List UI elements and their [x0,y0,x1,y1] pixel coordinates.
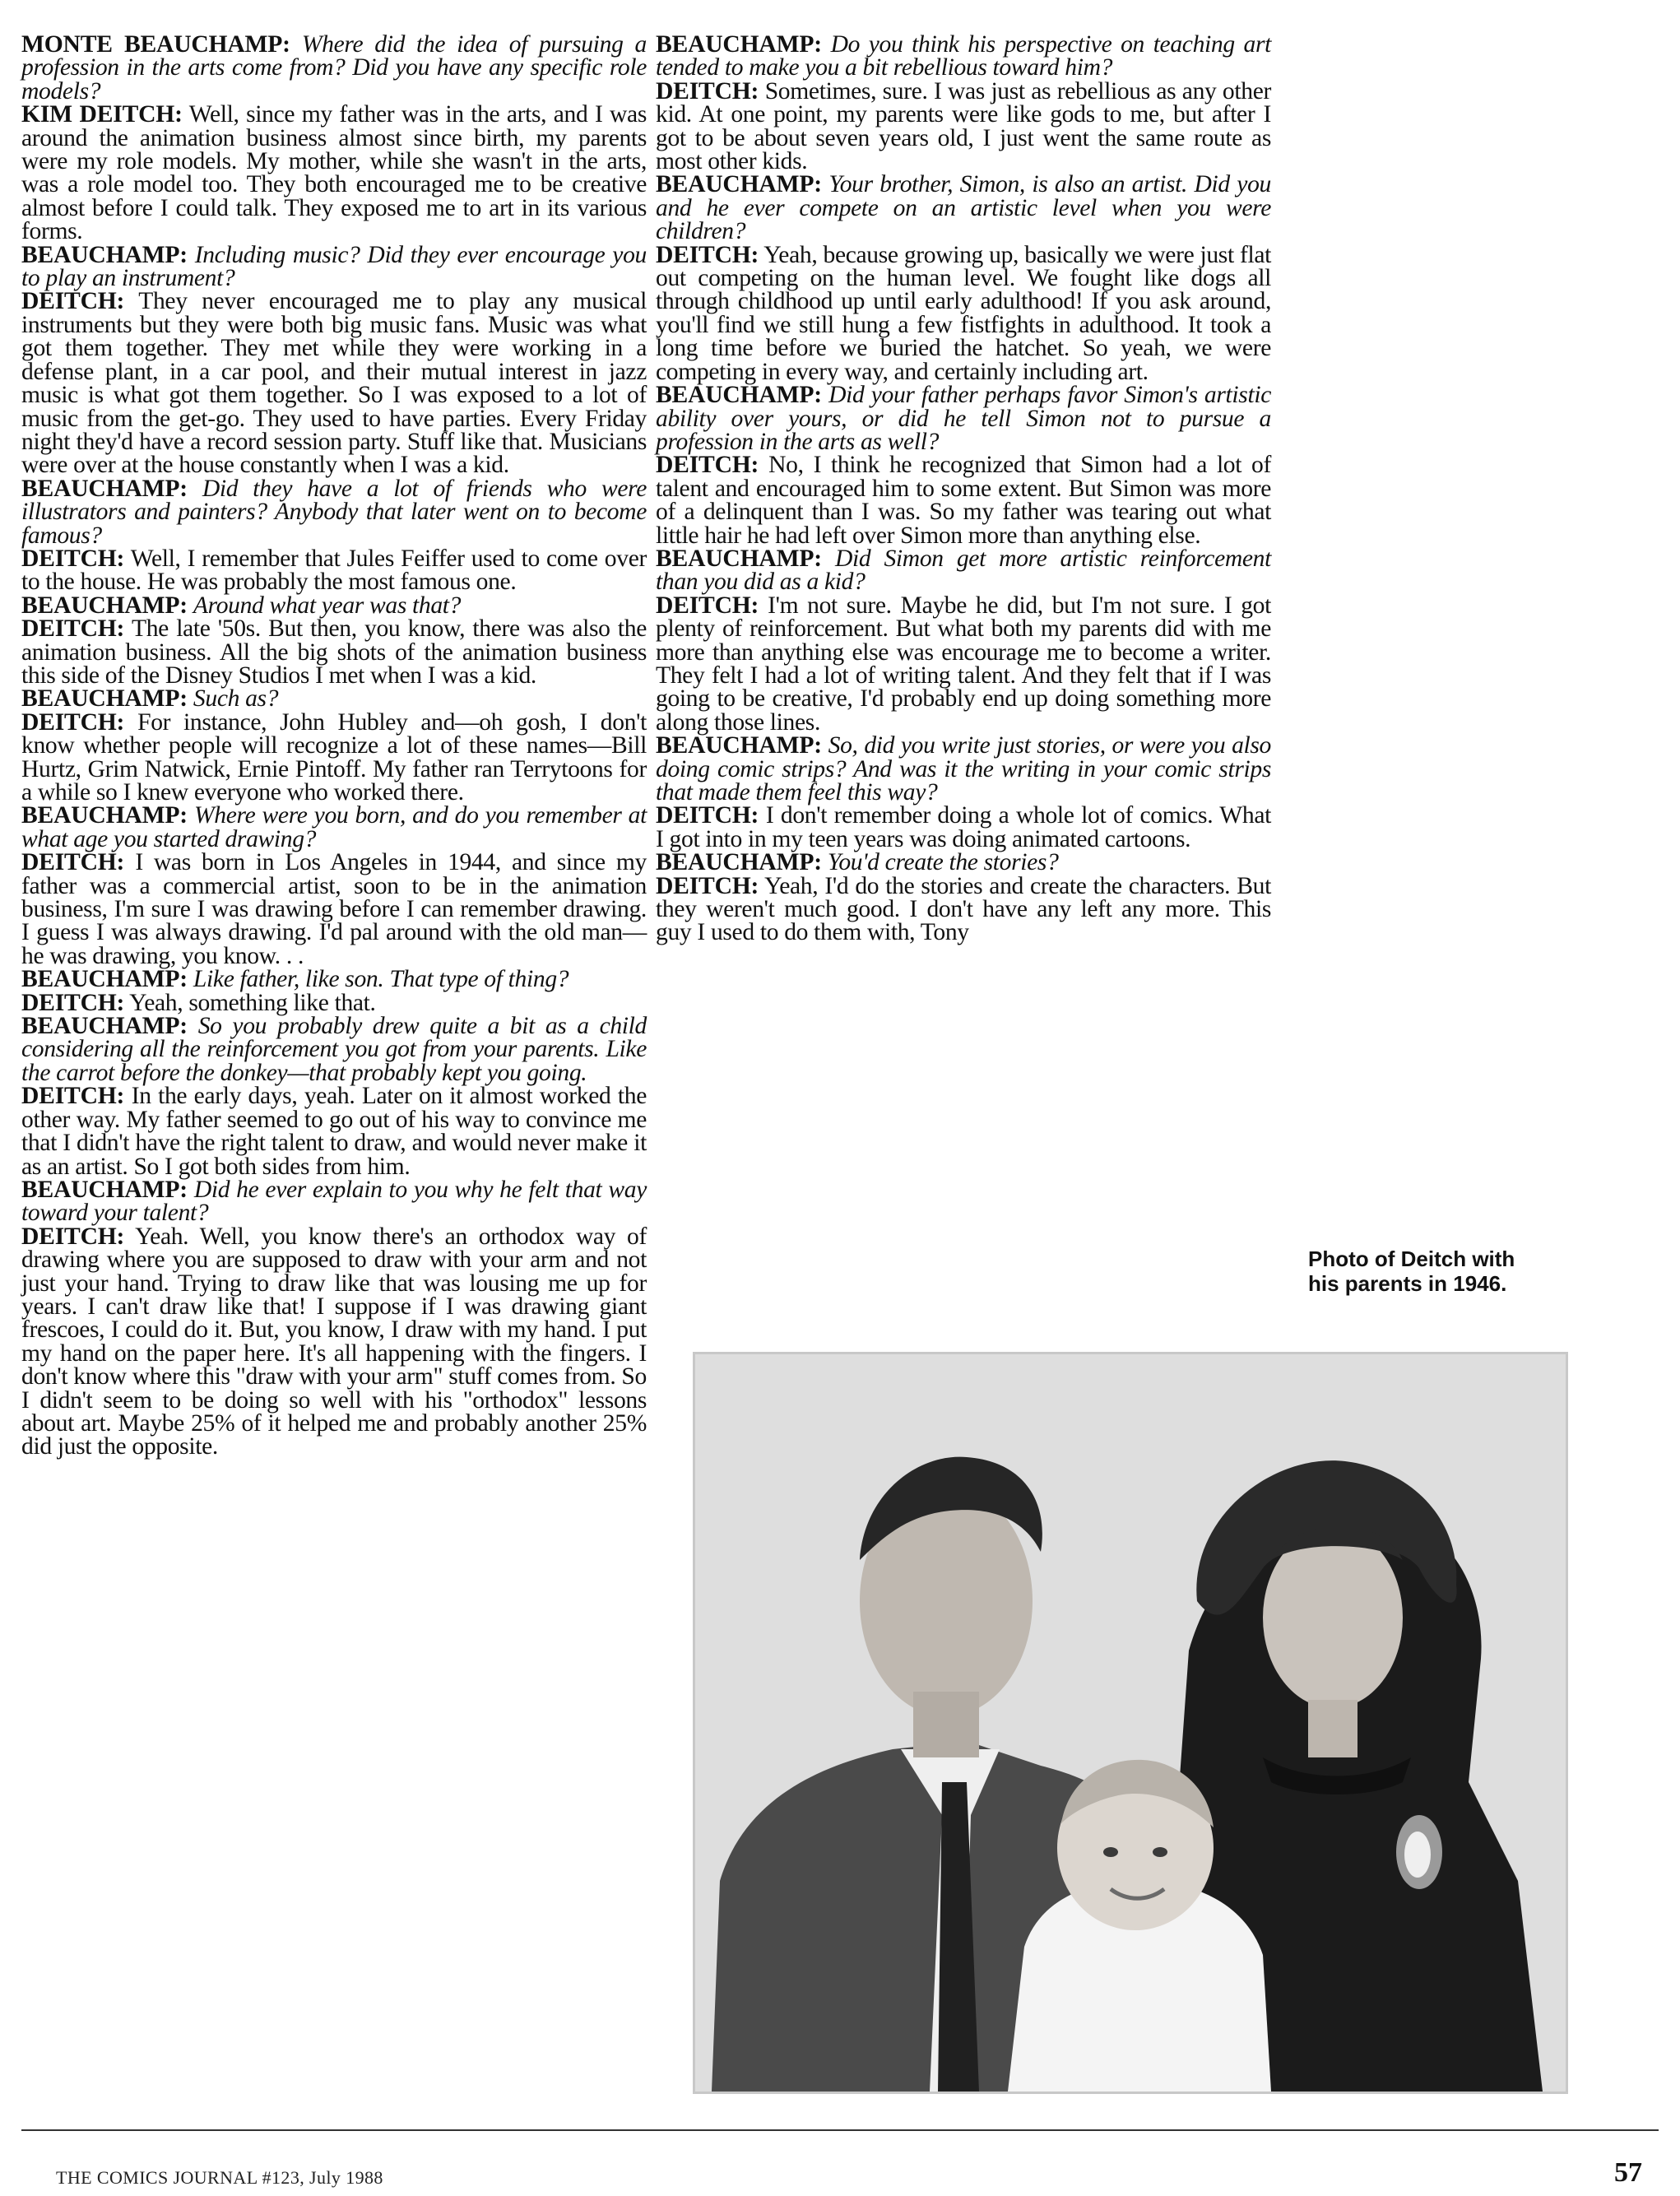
interview-question [21,968,647,991]
interview-question [656,383,1271,453]
speaker-name: DEITCH: [21,1223,125,1250]
interview-answer [21,1084,647,1178]
speaker-name: DEITCH: [21,288,125,315]
speaker-name: BEAUCHAMP: [21,592,188,619]
interview-answer [21,547,647,594]
answer-text: Yeah, something like that. [129,989,376,1016]
answer-text: Yeah. Well, you know there's an orthodox way of drawing where you are supposed to draw with your arm and not just your hand. Trying to draw like that was lousing me up for years. I can't draw like that! I suppose if I was drawing giant frescoes, I could do it. But, you know, I draw with my hand. I put my hand on the paper here. It's all happening with the fingers. I don't know where this "draw with your arm" stuff comes from. So I didn't seem to be doing so well with his "orthodox" lessons about art. Maybe 25% of it helped me and probably another 25% did just the opposite. [21,1223,647,1460]
interview-question [21,594,647,617]
answer-text: Sometimes, sure. I was just as rebellious as any other kid. At one point, my parents were like gods to me, but after I got to be about seven years old, I just went the same route as most other kids. [656,77,1271,175]
interview-answer [21,617,647,687]
interview-answer [656,77,1271,175]
question-text: So you probably drew quite a bit as a child considering all the reinforcement you got from your parents. Like the carrot before the donkey—that probably kept you going. [21,1013,647,1086]
question-text: Do you think his perspective on teaching art tended to make you a bit rebellious toward him? [656,31,1271,81]
question-text: Did Simon get more artistic reinforcement than you did as a kid? [656,545,1271,596]
interview-answer [656,872,1271,946]
speaker-name: DEITCH: [21,849,125,876]
speaker-name: DEITCH: [21,545,125,572]
speaker-name: BEAUCHAMP: [21,966,188,993]
answer-text: They never encouraged me to play any musical instruments but they were both big music fans. Music was what got them together. They met while they were working in a defense plant, in a car pool, and their mutual interest in jazz music is what got them together. So I was exposed to a lot of music from the get-go. They used to have parties. Every Friday night they'd have a record session party. Stuff like that. Musicians were over at the house constantly when I was a kid. [21,288,647,479]
answer-text: Yeah, I'd do the stories and create the characters. But they weren't much good. I don't have any left any more. This guy I used to do them with, Tony [656,872,1271,946]
interview-question [656,173,1271,243]
question-text: Like father, like son. That type of thing? [193,966,569,993]
photo-caption-line: his parents in 1946. [1308,1271,1507,1296]
question-text: Did your father perhaps favor Simon's artistic ability over yours, or did he tell Simon not to pursue a profession in the arts as well? [656,382,1271,455]
question-text: Around what year was that? [193,592,462,619]
answer-text: For instance, John Hubley and—oh gosh, I don't know whether people will recognize a lot of these names—Bill Hurtz, Grim Natwick, Ernie Pintoff. My father ran Terrytoons for a while so I knew everyone who worked there. [21,708,647,806]
answer-text: The late '50s. But then, you know, there was also the animation business. All the big shots of the animation business this side of the Disney Studios I met when I was a kid. [21,615,647,689]
interview-question [21,685,647,713]
interview-question [656,547,1271,594]
interview-question [21,1014,647,1084]
interview-answer [21,708,647,806]
interview-question [656,33,1271,80]
speaker-name: BEAUCHAMP: [656,545,822,572]
speaker-name: DEITCH: [656,872,759,899]
answer-text: Well, I remember that Jules Feiffer used to come over to the house. He was probably the most famous one. [21,545,647,596]
speaker-name: BEAUCHAMP: [656,849,822,876]
photo-caption [1308,1247,1604,1296]
speaker-name: DEITCH: [21,708,125,736]
speaker-name: DEITCH: [656,592,759,619]
answer-text: In the early days, yeah. Later on it almost worked the other way. My father seemed to go out of his way to convince me that I didn't have the right talent to draw, and would never make it as an artist. So I got both sides from him. [21,1083,647,1180]
speaker-name: BEAUCHAMP: [656,31,822,58]
interview-question [656,734,1271,804]
speaker-name: BEAUCHAMP: [21,802,188,829]
interview-answer [656,241,1272,385]
speaker-name: BEAUCHAMP: [21,1013,188,1040]
question-text: Did he ever explain to you why he felt that way toward your talent? [21,1176,647,1227]
footer-credit: THE COMICS JOURNAL #123, July 1988 [56,2167,383,2188]
page-number: 57 [1614,2157,1642,2188]
interview-question [21,477,647,547]
speaker-name: DEITCH: [656,452,759,479]
question-text: Your brother, Simon, is also an artist. Did you and he ever compete on an artistic level when you were children? [656,171,1271,245]
interview-question [21,1178,647,1225]
speaker-name: DEITCH: [21,989,125,1016]
speaker-name: DEITCH: [21,615,125,643]
speaker-name: BEAUCHAMP: [21,475,188,502]
question-text: Did they have a lot of friends who were illustrators and painters? Anybody that later went on to become famous? [21,475,647,549]
speaker-name: MONTE BEAUCHAMP: [21,31,290,58]
speaker-name: KIM DEITCH: [21,101,183,128]
interview-question [21,241,647,292]
answer-text: No, I think he recognized that Simon had a lot of talent and encouraged him to some extent. But Simon was more of a delinquent than I was. So my father was tearing out what little hair he had left over Simon more than anything else. [656,452,1271,549]
speaker-name: DEITCH: [656,77,759,104]
interview-answer [21,103,647,243]
photo-caption-line: Photo of Deitch with [1308,1247,1515,1271]
interview-answer [21,851,647,968]
interview-answer [656,453,1271,547]
speaker-name: BEAUCHAMP: [656,732,822,759]
question-text: You'd create the stories? [827,849,1059,876]
question-text: Such as? [193,685,279,713]
interview-answer [21,991,647,1014]
interview-column-right [656,33,1271,945]
interview-answer [21,288,647,479]
answer-text: I'm not sure. Maybe he did, but I'm not sure. I got plenty of reinforcement. But what both my parents did with me more than anything else was encourage me to become a writer. They felt I had a lot of writing talent. And they felt that if I was going to be creative, I'd probably end up doing something more along those lines. [656,592,1271,736]
speaker-name: DEITCH: [656,802,759,829]
interview-question [21,33,647,103]
interview-answer [656,804,1271,851]
question-text: Where did the idea of pursuing a profession in the arts come from? Did you have any specific role models? [21,31,647,104]
speaker-name: BEAUCHAMP: [21,1176,188,1203]
answer-text: I don't remember doing a whole lot of comics. What I got into in my teen years was doing animated cartoons. [656,802,1271,852]
speaker-name: BEAUCHAMP: [656,171,822,198]
question-text: So, did you write just stories, or were you also doing comic strips? And was it the writing in your comic strips that made them feel this way? [656,732,1271,806]
family-photo-illustration [695,1354,1566,2092]
answer-text: I was born in Los Angeles in 1944, and since my father was a commercial artist, soon to be in the animation business, I'm sure I was drawing before I can remember drawing. I guess I was always drawing. I'd pal around with the old man—he was drawing, you know. . . [21,849,647,969]
speaker-name: DEITCH: [656,241,759,268]
speaker-name: BEAUCHAMP: [21,685,188,713]
question-text: Where were you born, and do you remember at what age you started drawing? [21,802,647,852]
speaker-name: BEAUCHAMP: [656,382,822,409]
interview-question [21,804,647,851]
question-text: Including music? Did they ever encourage you to play an instrument? [21,241,647,292]
answer-text: Yeah, because growing up, basically we were just flat out competing on the human level. We fought like dogs all through childhood up until early adulthood! If you ask around, you'll find we still hung a few fistfights in adulthood. It took a long time before we buried the hatchet. So yeah, we were competing in every way, and certainly including art. [656,241,1272,385]
speaker-name: DEITCH: [21,1083,125,1110]
answer-text: Well, since my father was in the arts, and I was around the animation business almost since birth, my parents were my role models. My mother, while she wasn't in the arts, was a role model too. They both encouraged me to be creative almost before I could talk. They exposed me to art in its various forms. [21,101,647,245]
interview-column-left [21,33,647,1459]
footer-rule [21,2129,1659,2131]
interview-answer [21,1225,647,1459]
interview-answer [656,594,1271,734]
family-photo [693,1352,1568,2094]
interview-question [656,851,1271,874]
speaker-name: BEAUCHAMP: [21,241,188,268]
